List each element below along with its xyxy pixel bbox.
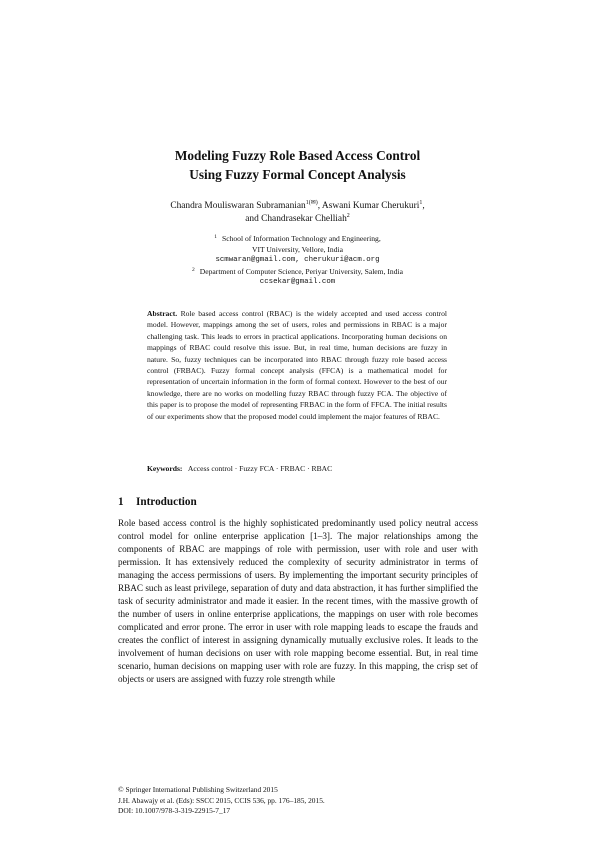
affiliation-1-line-1	[0, 233, 595, 244]
copyright-line: © Springer International Publishing Switzerland 2015	[118, 785, 278, 794]
citation-line: J.H. Abawajy et al. (Eds): SSCC 2015, CCIS 536, pp. 176–185, 2015.	[118, 795, 325, 805]
author-line-1	[0, 200, 595, 213]
author-conjunction: and	[245, 214, 262, 224]
abstract-text: Role based access control (RBAC) is the widely accepted and used access control model. However, mappings among the set of users, roles and permissions in RBAC is a major challenging task. This leads to errors in practical applications. Incorporating human decisions on mappings of RBAC could resolve this issue. But, in real time, human decisions are fuzzy in nature. So, fuzzy techniques can be incorporated into RBAC through fuzzy role based access control (FRBAC). Fuzzy formal concept analysis (FFCA) is a mathematical model for representation of uncertain information in the form of formal context. However to the best of our knowledge, there are no works on modelling fuzzy RBAC through fuzzy FCA. The objective of this paper is to propose the model of representing FRBAC in the form of FFCA. The initial results of our experiments show that the proposed model could implement the major features of RBAC.	[147, 309, 447, 421]
affiliation-2-email: ccsekar@gmail.com	[259, 278, 336, 286]
author-name: Chandrasekar Chelliah	[261, 214, 347, 224]
keywords-text: Access control · Fuzzy FCA · FRBAC · RBAC	[187, 464, 333, 473]
author-separator: ,	[422, 201, 425, 211]
abstract-label: Abstract.	[147, 309, 178, 318]
author-separator: ,	[317, 201, 322, 211]
section-heading	[118, 495, 478, 509]
doi-line: DOI: 10.1007/978-3-319-22915-7_17	[118, 806, 231, 815]
paragraph: Role based access control is the highly sophisticated predominantly used policy neutral access control model for online enterprise application [1–3]. The major relationships among the components of RBAC are mappings of role with permission, user with role and user with permission. It has extensively reduced the complexity of security administrator in terms of managing the access permissions of users. By implementing the important security principles of RBAC such as least privilege, separation of duty and data abstraction, it has further simplified the task of security administrator and made it easier. In the recent times, with the massive growth of the number of users in online enterprise applications, the mappings on user with role becomes complicated and error prone. The error in user with role mapping leads to escape the frauds and creates the conflict of interest in assigning dynamically mutually exclusive roles. It leads to the involvement of human decisions on user with role mapping become essential. But, in real time scenario, human decisions on mapping user with role are fuzzy. In this mapping, the crisp set of objects or users are assigned with fuzzy role strength while	[118, 518, 478, 684]
affiliation-text: School of Information Technology and Engineering,	[221, 234, 381, 243]
affiliation-1-line-2: VIT University, Vellore, India	[252, 245, 343, 254]
section-number: 1	[118, 496, 124, 508]
author-superscript: 2	[346, 213, 350, 219]
affiliation-number: 2	[192, 267, 195, 273]
abstract	[147, 308, 447, 422]
author-name: Aswani Kumar Cherukuri	[321, 201, 420, 211]
title-line-1: Modeling Fuzzy Role Based Access Control	[174, 148, 421, 163]
title-line-2: Using Fuzzy Formal Concept Analysis	[189, 167, 406, 182]
affiliation-1-email: scmwaran@gmail.com, cherukuri@acm.org	[215, 256, 380, 264]
affiliation-text: Department of Computer Science, Periyar University, Salem, India	[199, 267, 403, 276]
affiliations	[0, 233, 595, 288]
body-text	[118, 517, 478, 686]
affiliation-number: 1	[214, 234, 217, 240]
author-superscript: 1(✉)	[305, 200, 318, 206]
keywords	[147, 463, 447, 474]
section-title: Introduction	[136, 496, 197, 508]
author-line-2	[0, 213, 595, 226]
author-name: Chandra Mouliswaran Subramanian	[170, 201, 306, 211]
author-list	[0, 200, 595, 226]
copyright-footer	[118, 785, 478, 817]
affiliation-2-line-1	[0, 266, 595, 277]
author-superscript: 1	[419, 200, 423, 206]
keywords-label: Keywords:	[147, 464, 183, 473]
paper-title	[0, 146, 595, 184]
